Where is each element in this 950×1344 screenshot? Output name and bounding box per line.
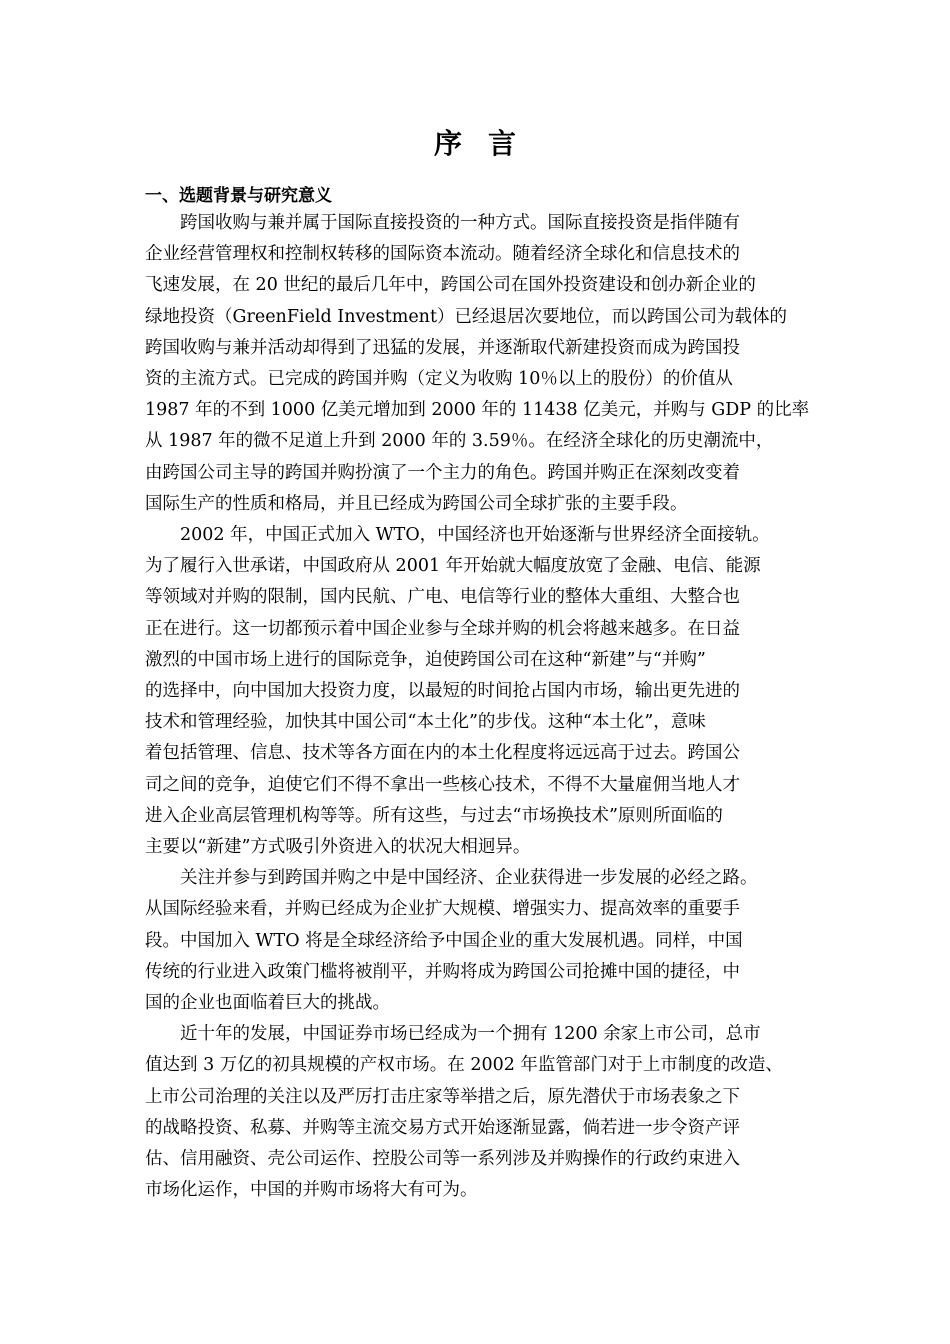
paragraph: 2002 年，中国正式加入 WTO，中国经济也开始逐渐与世界经济全面接轨。 为了履行入世承诺，中国政府从 2001 年开始就大幅度放宽了金融、电信、能源 等领域对并购的限制，国内民航、广电、电信等行业的整体大重组、大整合也 正在进行。这一切都预示着中国企业参与全球并购的机会将越来越多。在日益 激烈的中国市场上进行的国际竞争，迫使跨国公司在这种“新建”与“并购” 的选择中，向中国加大投资力度，以最短的时间抢占国内市场，输出更先进的 技术和管理经验，加快其中国公司“本土化”的步伐。这种“本土化”，意味 着包括管理、信息、技术等各方面在内的本土化程度将远远高于过去。跨国公 司之间的竞争，迫使它们不得不拿出一些核心技术，不得不大量雇佣当地人才 进入企业高层管理机构等等。所有这些，与过去“市场换技术”原则所面临的 主要以“新建”方式吸引外资进入的状况大相迥异。 — [145, 525, 770, 858]
paragraph: 跨国收购与兼并属于国际直接投资的一种方式。国际直接投资是指伴随有 企业经营管理权和控制权转移的国际资本流动。随着经济全球化和信息技术的 飞速发展，在 20 世纪的最后几年中，跨国公司在国外投资建设和创办新企业的 绿地投资（GreenField Investment）已经退居次要地位，而以跨国公司为载体的 跨国收购与兼并活动却得到了迅猛的发展，并逐渐取代新建投资而成为跨国投 资的主流方式。已完成的跨国并购（定义为收购 10％以上的股份）的价值从 1987 年的不到 1000 亿美元增加到 2000 年的 11438 亿美元，并购与 GDP 的比率 从 1987 年的微不足道上升到 2000 年的 3.59％。在经济全球化的历史潮流中， 由跨国公司主导的跨国并购扮演了一个主力的角色。跨国并购正在深刻改变着 国际生产的性质和格局，并且已经成为跨国公司全球扩张的主要手段。 — [145, 213, 810, 514]
paragraph: 关注并参与到跨国并购之中是中国经济、企业获得进一步发展的必经之路。 从国际经验来看，并购已经成为企业扩大规模、增强实力、提高效率的重要手 段。中国加入 WTO 将是全球经济给予中国企业的重大发展机遇。同样，中国 传统的行业进入政策门槛将被削平，并购将成为跨国公司抢摊中国的捷径，中 国的企业也面临着巨大的挑战。 — [145, 868, 758, 1014]
section-heading: 一、选题背景与研究意义 — [145, 186, 332, 206]
page-title: 序言 — [433, 127, 542, 160]
paragraph: 近十年的发展，中国证券市场已经成为一个拥有 1200 余家上市公司，总市 值达到 3 万亿的初具规模的产权市场。在 2002 年监管部门对于上市制度的改造、 上市公司治理的关注以及严厉打击庄家等举措之后，原先潜伏于市场表象之下 的战略投资、私募、并购等主流交易方式开始逐渐显露，倘若进一步令资产评 估、信用融资、壳公司运作、控股公司等一系列涉及并购操作的行政约束进入 市场化运作，中国的并购市场将大有可为。 — [145, 1024, 783, 1201]
document-body — [145, 208, 810, 1207]
